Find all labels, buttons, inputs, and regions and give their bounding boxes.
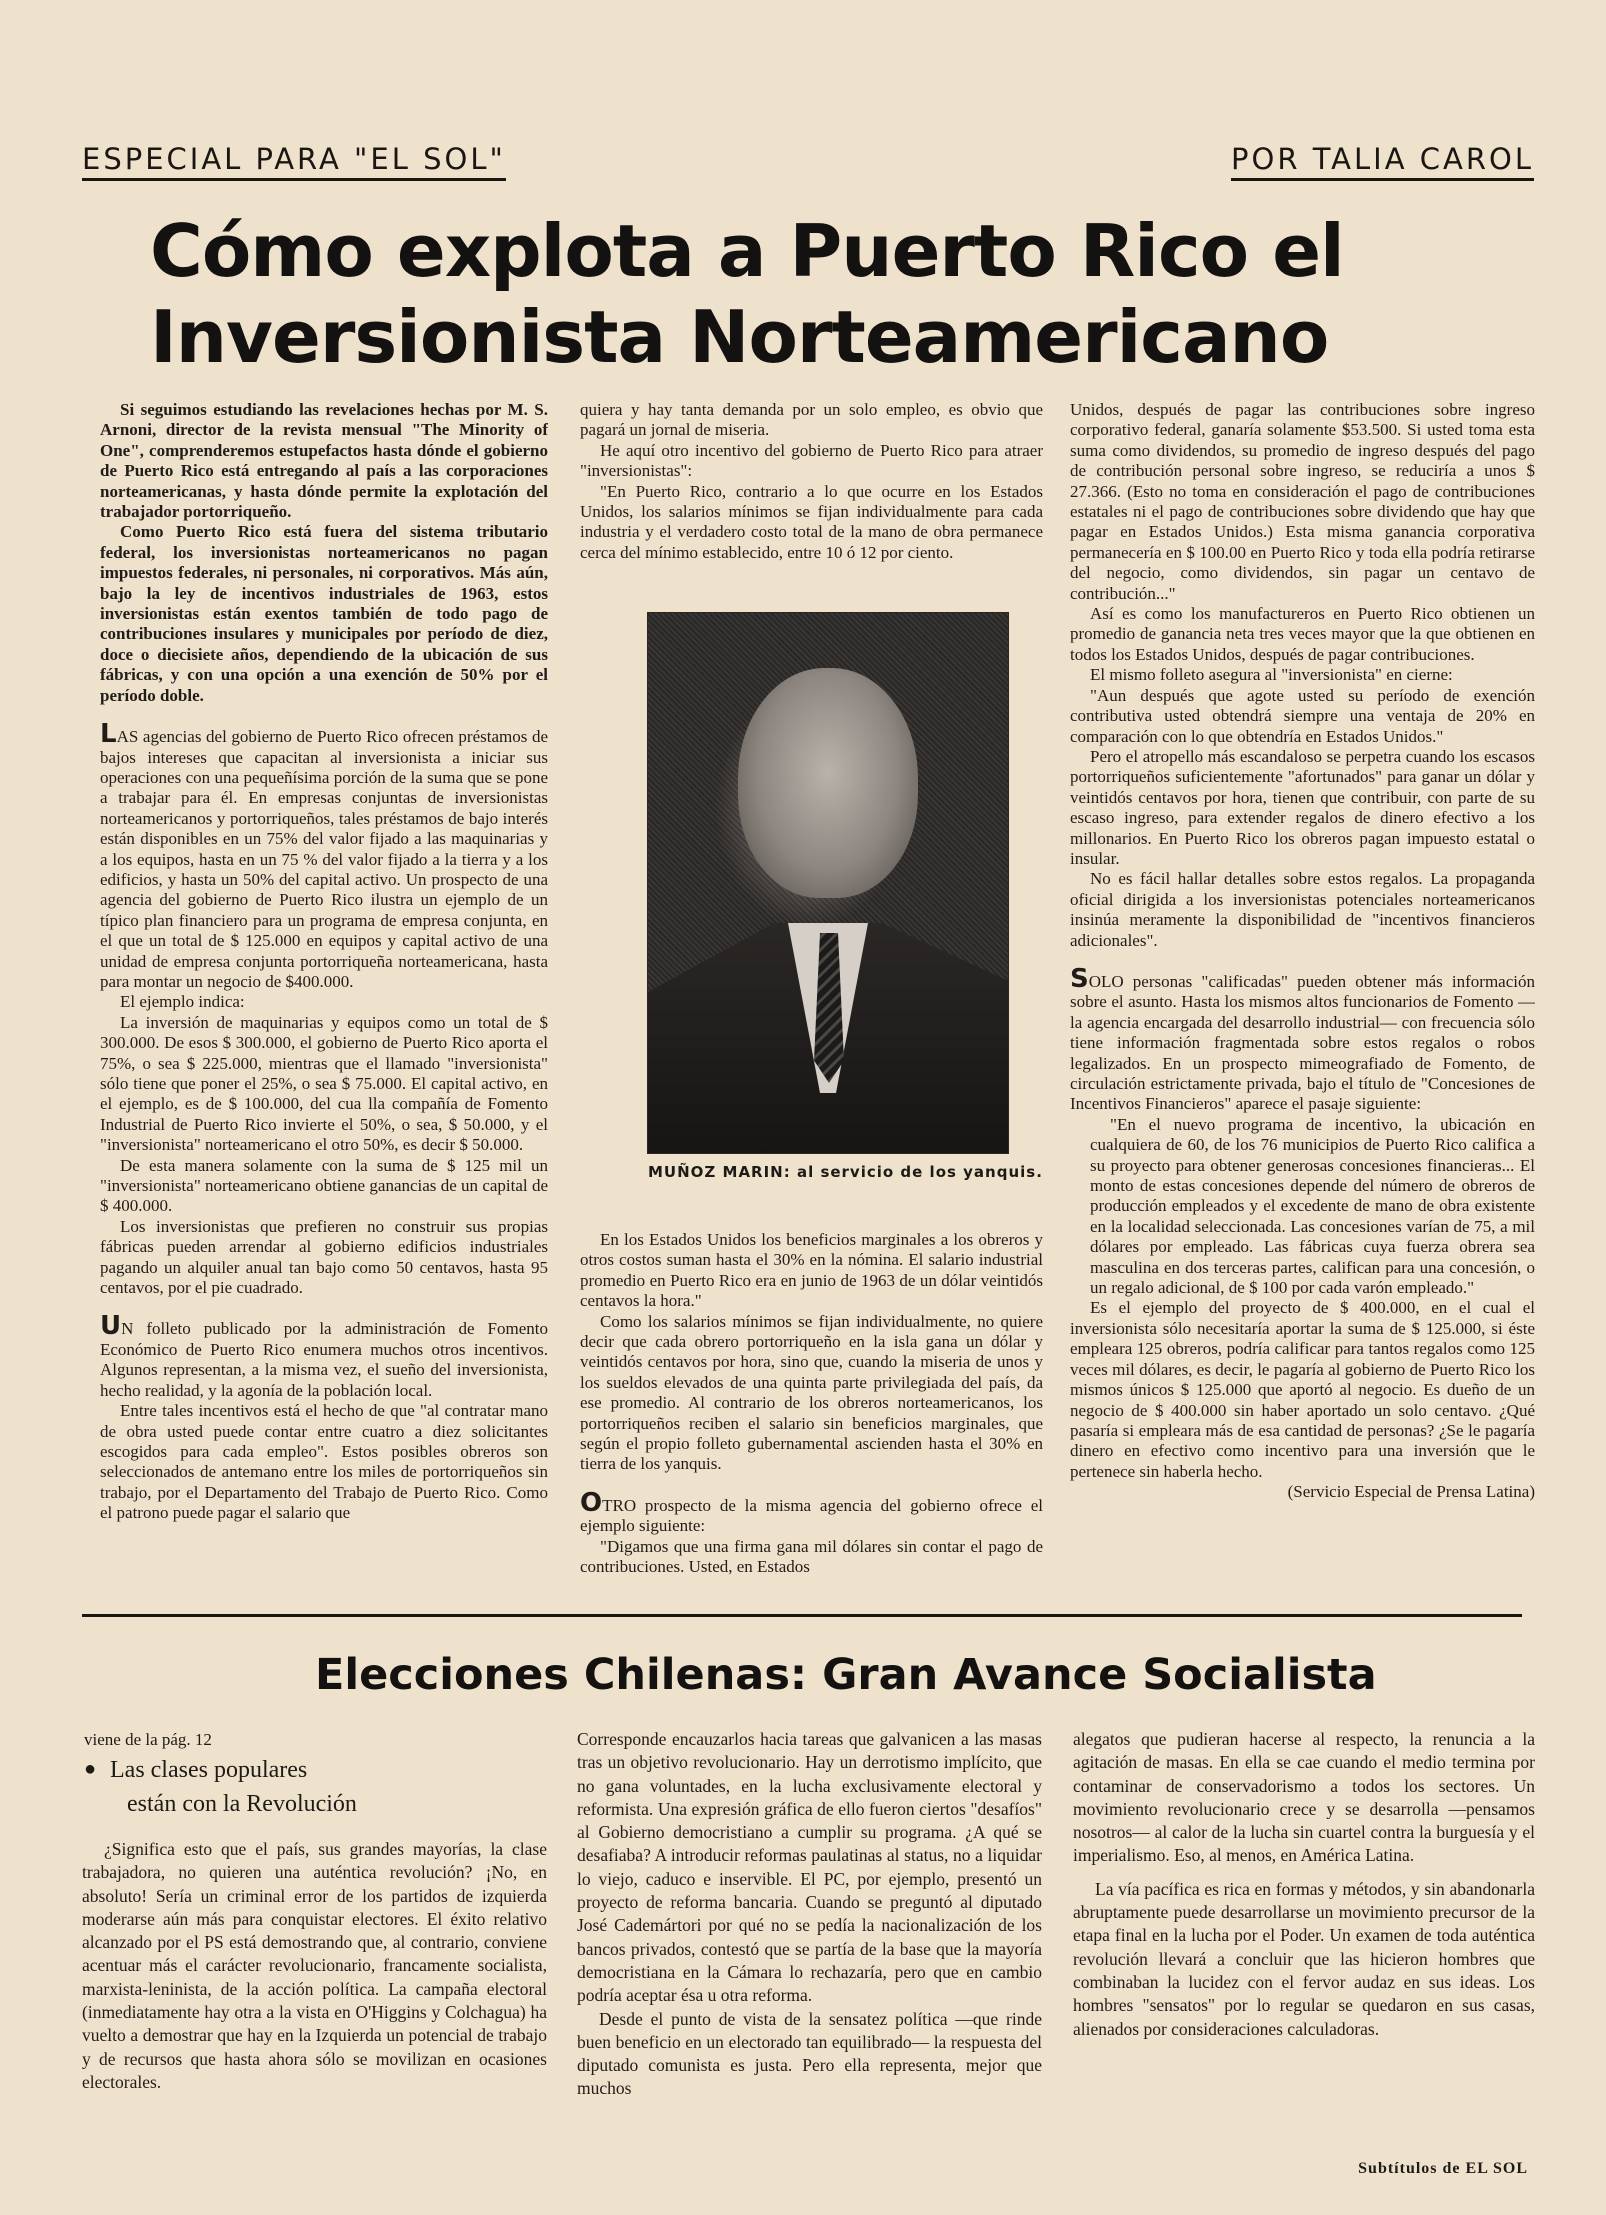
lead-paragraph: Como Puerto Rico está fuera del sistema tributario federal, los inversionistas norteamericanos no pagan impuestos federales, ni personales, ni corporativos. Más aún, bajo la ley de incentivos industriales de 1963, estos inversionistas están exentos también de todo pago de contribuciones insulares y municipales por período de diez, doce o diecisiete años, dependiendo de la ubicación de sus fábricas, y con una opción a una exención de 50% por el período doble. [100,522,548,705]
paragraph: "En Puerto Rico, contrario a lo que ocurre en los Estados Unidos, los salarios mínimos se fijan individualmente para cada industria y el verdadero costo total de la mano de obra permanece cerca del mínimo establecido, entre 10 ó 12 por ciento. [580,481,1043,562]
paragraph: SOLO personas "calificadas" pueden obtener más información sobre el asunto. Hasta los mismos altos funcionarios de Fomento —la agencia encargada del desarrollo industrial— con frecuencia sólo tiene información fragmentada sobre estos regalos o robos legalizados. En un prospecto mimeografiado de Fomento, de circulación estrictamente privada, bajo el título de "Concesiones de Incentivos Financieros" aparece el pasaje siguiente: [1070,963,1535,1114]
article-column-2-bottom [580,1230,1043,1598]
paragraph: ¿Significa esto que el país, sus grandes mayorías, la clase trabajadora, no quieren una auténtica revolución? ¡No, en absoluto! Sería un criminal error de los partidos de izquierda moderarse aún más para conquistar electores. El éxito relativo alcanzado por el PS está demostrando que, al contrario, conviene acentuar más el carácter revolucionario, francamente socialista, marxista-leninista, de la acción política. La campaña electoral (inmediatamente hay otra a la vista en O'Higgins y Colchagua) ha vuelto a demostrar que hay en la Izquierda un potencial de trabajo y de recursos que hasta ahora sólo se movilizan en ocasiones electorales. [82,1839,547,2092]
drop-cap: O [580,1487,603,1518]
second-headline: Elecciones Chilenas: Gran Avance Socialista [315,1650,1377,1700]
section-kicker: ESPECIAL PARA "EL SOL" [82,142,506,181]
footer-credit: Subtítulos de EL SOL [1358,2160,1528,2177]
paragraph: Corresponde encauzarlos hacia tareas que galvanicen a las masas tras un objetivo revolucionario. Hay un derrotismo implícito, que no gana voluntades, en la lucha exclusivamente electoral y reformista. Una expresión gráfica de ello fueron ciertos "desafíos" al Gobierno democristiano a cumplir su programa. ¿A qué se desafiaba? A introducir reformas paulatinas al status, no a liquidar lo viejo, caduco e inservible. El PC, por ejemplo, presentó un proyecto de reforma bancaria. Cuando se preguntó al diputado José Cademártori por qué no se pedía la nacionalización de los bancos privados, contestó que se partía de la base que la mayoría democristiana en la Cámara lo rechazaría, pero que en cambio podría aceptar ésa u otra reforma. [577,1729,1042,2006]
portrait-photo [647,612,1009,1154]
paragraph: UN folleto publicado por la administración de Fomento Económico de Puerto Rico enumera muchos otros incentivos. Algunos representan, a la misma vez, el sueño del inversionista, hecho realidad, y la agonía de la población local. [100,1311,548,1400]
lead-paragraph: Si seguimos estudiando las revelaciones hechas por M. S. Arnoni, director de la revista mensual "The Minority of One", comprenderemos estupefactos hasta dónde el gobierno de Puerto Rico está entregando al país a las corporaciones norteamericanas, y hasta dónde permite la explotación del trabajador portorriqueño. [100,400,548,522]
paragraph: El mismo folleto asegura al "inversionista" en cierne: [1090,665,1453,685]
paragraph: De esta manera solamente con la suma de $ 125 mil un "inversionista" norteamericano obtiene ganancias de un capital de $ 400.000. [100,1155,548,1216]
paragraph: Pero el atropello más escandaloso se perpetra cuando los escasos portorriqueños suficientemente "afortunados" para ganar un dólar y veintidós centavos por hora, tienen que contribuir, con parte de su escaso ingreso, para extender regalos de dinero efectivo a los millonarios. En Puerto Rico los obreros pagan impuesto estatal o insular. [1070,746,1535,868]
paragraph: Unidos, después de pagar las contribuciones sobre ingreso corporativo federal, ganaría solamente $53.500. Si usted toma esta suma como dividendos, su promedio de ingreso después del pago de contribución personal sobre ingreso, se reduciría a unos $ 27.366. (Esto no toma en consideración el pago de contribuciones estatales ni el pago de contribuciones sobre dividendo que hay que pagar en Estados Unidos.) Esta misma ganancia corporativa permanecería en $ 100.00 en Puerto Rico y toda ella podría retirarse del negocio, como dividendos, sin pagar un centavo de contribución..." [1070,400,1535,603]
article-column-2-top [580,400,1043,615]
paragraph: Entre tales incentivos está el hecho de que "al contratar mano de obra usted puede contar entre cuatro a diez solicitantes escogidos para cada empleo". Estos posibles obreros son seleccionados de antemano entre los miles de portorriqueños sin trabajo, por el Departamento del Trabajo de Puerto Rico. Como el patrono puede pagar el salario que [100,1401,548,1523]
paragraph: El ejemplo indica: [120,992,245,1012]
paragraph: Así es como los manufactureros en Puerto Rico obtienen un promedio de ganancia neta tres veces mayor que la que obtienen en todos los Estados Unidos, después de pagar contribuciones. [1070,604,1535,664]
headline-line-2: Inversionista Norteamericano [150,295,1329,379]
paragraph: Desde el punto de vista de la sensatez política —que rinde buen beneficio en un electorado tan equilibrado— la respuesta del diputado comunista es justa. Pero ella representa, mejor que muchos [577,2008,1042,2099]
main-headline [150,208,1450,380]
paragraph: LAS agencias del gobierno de Puerto Rico ofrecen préstamos de bajos intereses que capacitan al inversionista a iniciar sus operaciones con una pequeñísima porción de la suma que se pone a trabajar para él. En empresas conjuntas de inversionistas norteamericanos y portorriqueños, tales préstamos de bajo interés están disponibles en un 75% del valor fijado a las maquinarias y a los equipos, hasta en un 75 % del valor fijado a la tierra y a los edificios, y hasta un 50% del capital activo. Un prospecto de una agencia del gobierno de Puerto Rico ilustra un ejemplo de un típico plan financiero para un programa de empresa conjunta, en el que un total de $ 125.000 en equipos y capital activo de una unidad de empresa conjunta portorriqueña norteamericana, hasta para montar un negocio de $400.000. [100,719,548,991]
photo-caption: MUÑOZ MARIN: al servicio de los yanquis. [648,1163,1043,1181]
quote-paragraph: "En el nuevo programa de incentivo, la ubicación en cualquiera de 60, de los 76 municipios de Puerto Rico califica a su proyecto para obtener generosas concesiones financieras... El monto de estas concesiones depende del número de obreros de producción empleados y el excedente de mano de obra existente en la localidad seleccionada. Las concesiones varían de 75, a mil dólares por empleado. Las fábricas cuya fuerza obrera sea masculina en dos terceras partes, califican para una concesión, o un regalo adicional, de $ 100 por cada varón empleado." [1090,1114,1535,1298]
article-column-3 [1070,400,1535,1600]
continued-note: viene de la pág. 12 [84,1730,212,1749]
paragraph: La vía pacífica es rica en formas y métodos, y sin abandonarla abruptamente puede desarrollarse un movimiento precursor de la etapa final en la lucha por el Poder. Un examen de toda auténtica revolución llevará a concluir que las hicieron hombres que combinaban la lucidez con el fervor audaz en sus ideas. Los hombres "sensatos" por lo regular se quedaron en sus casas, alienados por consideraciones calculadoras. [1073,1878,1535,2039]
headline-line-1: Cómo explota a Puerto Rico el [150,209,1344,293]
paragraph: La inversión de maquinarias y equipos como un total de $ 300.000. De esos $ 300.000, el gobierno de Puerto Rico aporta el 75%, o sea $ 225.000, mientras que el llamado "inversionista" sólo tiene que poner el 25%, o sea $ 75.000. El capital activo, en el ejemplo, es de $ 100.000, del cua lla compañía de Fomento Industrial de Puerto Rico invierte el 50%, o sea, $ 50.000, y el "inversionista" norteamericano el otro 50%, es decir $ 50.000. [100,1012,548,1155]
paragraph: Como los salarios mínimos se fijan individualmente, no quiere decir que cada obrero portorriqueño en la isla gana un dólar y veintidós centavos por hora, sino que, cuando la miseria de unos y los sueldos elevados de una quinta parte privilegiada del país, da ese promedio. Al contrario de los obreros norteamericanos, los portorriqueños reciben el salario sin beneficios marginales, que según el propio folleto gubernamental ascienden hasta el 30% en tierra de los yanquis. [580,1311,1043,1474]
byline: POR TALIA CAROL [1231,142,1534,181]
paragraph: Los inversionistas que prefieren no construir sus propias fábricas pueden arrendar al gobierno edificios industriales pagando un alquiler anual tan bajo como 50 centavos, hasta 95 centavos, por el pie cuadrado. [100,1216,548,1298]
drop-cap: U [100,1311,122,1342]
paragraph: Es el ejemplo del proyecto de $ 400.000, en el cual el inversionista sólo necesitaría aportar la suma de $ 125.000, si éste empleara 125 obreros, podría calificar para tantos regalos como 125 veces mil dólares, es decir, le pagaría al gobierno de Puerto Rico los mismos únicos $ 125.000 que aportó al negocio. Es dueño de un negocio de $ 400.000 sin haber aportado un solo centavo. ¿Qué pasaría si empleara más de esa cantidad de personas? ¿Se le pagaría dinero en efectivo como incentivo para una inversión que le pertenece sin haberla hecho. [1070,1298,1535,1481]
paragraph: En los Estados Unidos los beneficios marginales a los obreros y otros costos suman hasta el 30% en la nómina. El salario industrial promedio en Puerto Rico era en junio de 1963 de un dólar veintidós centavos la hora." [580,1230,1043,1311]
subhead: ● Las clases populares están con la Revolución [84,1752,504,1821]
article2-column-3 [1073,1728,1535,2128]
paragraph: quiera y hay tanta demanda por un solo empleo, es obvio que pagará un jornal de miseria. [580,400,1043,440]
bullet-icon: ● [84,1758,97,1780]
source-credit: (Servicio Especial de Prensa Latina) [1287,1482,1535,1502]
section-divider [82,1614,1522,1617]
paragraph: OTRO prospecto de la misma agencia del gobierno ofrece el ejemplo siguiente: [580,1487,1043,1536]
article2-column-2 [577,1728,1042,2178]
paragraph: No es fácil hallar detalles sobre estos regalos. La propaganda oficial dirigida a los inversionistas potenciales norteamericanos insinúa meramente la disponibilidad de "incentivos financieros adicionales". [1070,869,1535,950]
article2-column-1 [82,1838,547,2183]
paragraph: alegatos que pudieran hacerse al respecto, la renuncia a la agitación de masas. En ella se cae cuando el medio termina por contaminar de conservadorismo a todos los sectores. Un movimiento revolucionario crece y se desarrolla —pensamos nosotros— al calor de la lucha sin cuartel contra la burguesía y el imperialismo. Eso, al menos, en América Latina. [1073,1729,1535,1866]
article-column-1 [100,400,548,1600]
drop-cap: S [1070,963,1089,994]
paragraph: "Digamos que una firma gana mil dólares sin contar el pago de contribuciones. Usted, en Estados [580,1536,1043,1577]
paragraph: "Aun después que agote usted su período de exención contributiva usted obtendrá siempre una ventaja de 20% en comparación con lo que obtendría en Estados Unidos." [1070,685,1535,746]
drop-cap: L [100,719,117,750]
paragraph: He aquí otro incentivo del gobierno de Puerto Rico para atraer "inversionistas": [580,440,1043,481]
